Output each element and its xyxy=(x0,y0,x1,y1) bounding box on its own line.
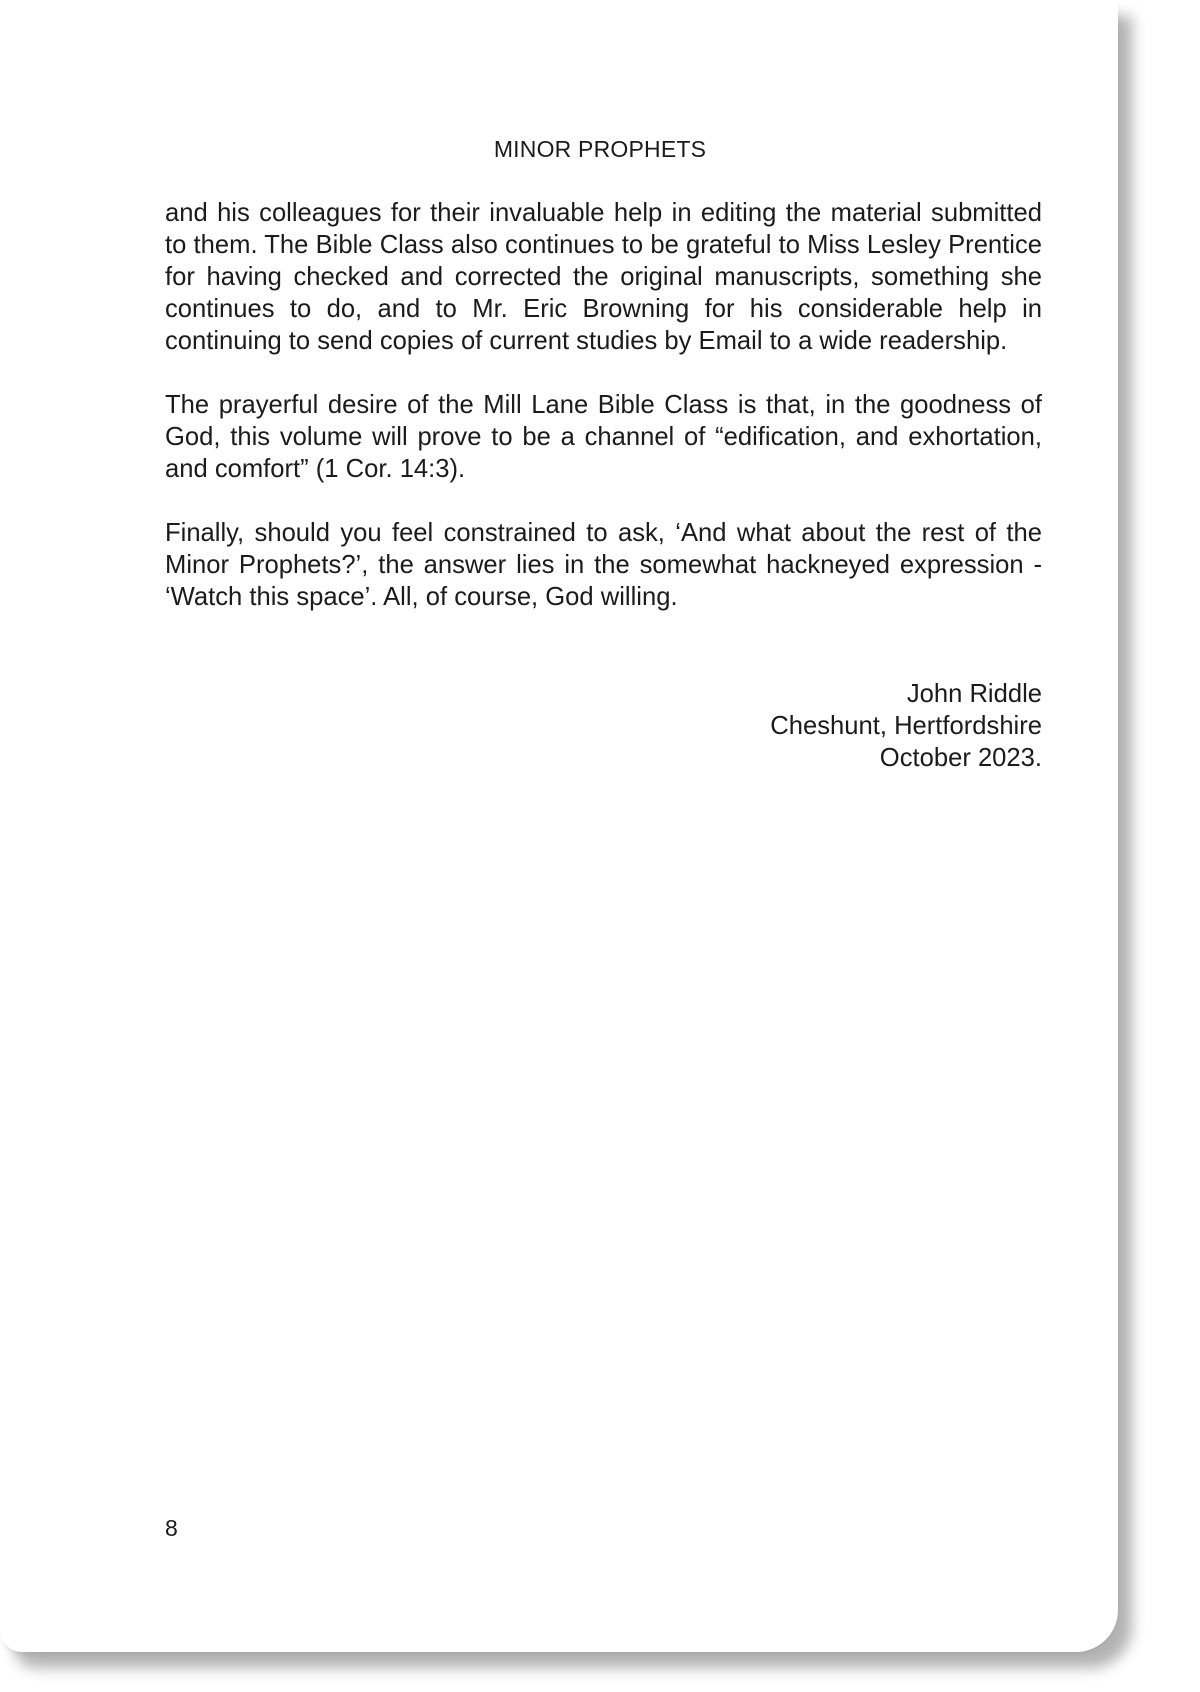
running-head: MINOR PROPHETS xyxy=(493,136,707,162)
paragraph: The prayerful desire of the Mill Lane Bible Class is that, in the goodness of God, this volume will prove to be a channel of “edification, and exhortation, and comfort” (1 Cor. 14:3). xyxy=(165,391,1042,483)
body-text xyxy=(165,197,1042,645)
paragraph: and his colleagues for their invaluable help in editing the material submitted to them. The Bible Class also continues to be grateful to Miss Lesley Prentice for having checked and corrected the original manuscripts, something she continues to do, and to Mr. Eric Browning for his considerable help in continuing to send copies of current studies by Email to a wide readership. xyxy=(165,199,1042,355)
signature-place: Cheshunt, Hertfordshire xyxy=(770,712,1042,740)
signature-block xyxy=(165,678,1042,774)
page-number: 8 xyxy=(165,1515,178,1541)
signature-name: John Riddle xyxy=(906,680,1042,708)
signature-date: October 2023. xyxy=(879,744,1042,772)
paragraph: Finally, should you feel constrained to ask, ‘And what about the rest of the Minor Prophets?’, the answer lies in the somewhat hackneyed expression - ‘Watch this space’. All, of course, God willing. xyxy=(165,519,1042,611)
